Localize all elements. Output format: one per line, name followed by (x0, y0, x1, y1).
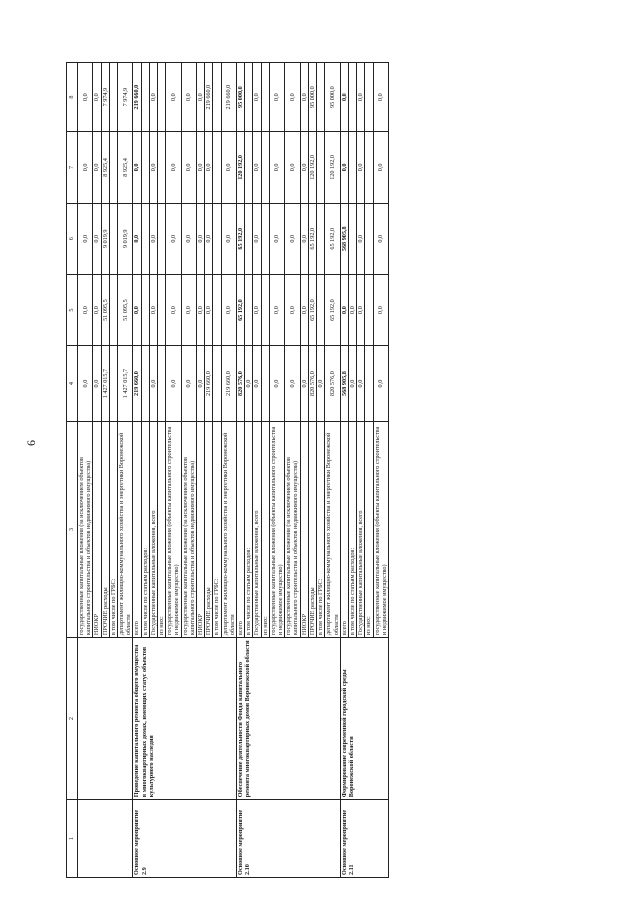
amount-cell: 0,0 (93, 63, 101, 132)
amount-cell (317, 274, 325, 345)
amount-cell: 820 576,0 (308, 346, 316, 422)
amount-cell: 8 925,4 (118, 132, 133, 203)
amount-cell: 0,0 (93, 132, 101, 203)
amount-cell (158, 346, 166, 422)
amount-cell (317, 63, 325, 132)
amount-cell: 0,0 (78, 346, 93, 422)
amount-cell (261, 203, 269, 274)
activity-title (78, 638, 133, 800)
expense-label: НИОКР (300, 421, 308, 637)
amount-cell: 51 095,5 (118, 274, 133, 345)
amount-cell: 0,0 (285, 132, 300, 203)
amount-cell: 1 427 015,7 (101, 346, 109, 422)
amount-cell: 0,0 (373, 63, 388, 132)
expense-label: государственные капитальные вложения (объекты капитального строительства и недвижимое имущество) (373, 421, 388, 637)
amount-cell (317, 132, 325, 203)
column-number: 3 (67, 421, 78, 637)
amount-cell: 0,0 (253, 63, 261, 132)
expense-label: Государственные капитальные вложения, всего (357, 421, 365, 637)
amount-cell (109, 274, 117, 345)
expense-label: департамент жилищно-коммунального хозяйства и энергетики Воронежской области (325, 421, 340, 637)
expense-label: всего (340, 421, 348, 637)
amount-cell: 0,0 (93, 203, 101, 274)
expense-label: ПРОЧИЕ расходы (101, 421, 109, 637)
amount-cell (365, 132, 373, 203)
amount-cell (158, 274, 166, 345)
amount-cell (158, 203, 166, 274)
amount-cell (317, 203, 325, 274)
amount-cell: 0,0 (93, 274, 101, 345)
amount-cell: 820 576,0 (237, 346, 245, 422)
amount-cell: 65 192,0 (308, 203, 316, 274)
expense-label: государственные капитальные вложения (за исключением объектов капитального строительства и объектов недвижимого имущества) (78, 421, 93, 637)
amount-cell: 0,0 (357, 132, 365, 203)
amount-cell: 0,0 (221, 203, 236, 274)
expense-label: Государственные капитальные вложения, всего (253, 421, 261, 637)
amount-cell: 0,0 (181, 63, 196, 132)
amount-cell (158, 132, 166, 203)
rotated-table-container (66, 62, 632, 878)
amount-cell (261, 63, 269, 132)
amount-cell (213, 203, 221, 274)
amount-cell: 0,0 (197, 63, 205, 132)
amount-cell: 9 019,9 (101, 203, 109, 274)
amount-cell (141, 132, 149, 203)
amount-cell: 219 660,0 (133, 63, 141, 132)
amount-cell: 0,0 (149, 63, 157, 132)
activity-title: Проведение капитального ремонта общего имущества в многоквартирных домах, имеющих статус объектов культурного наследия (133, 638, 237, 800)
amount-cell: 0,0 (285, 63, 300, 132)
amount-cell (109, 346, 117, 422)
amount-cell: 0,0 (285, 346, 300, 422)
amount-cell (245, 203, 253, 274)
expense-label: из них: (365, 421, 373, 637)
amount-cell: 0,0 (300, 203, 308, 274)
amount-cell: 0,0 (93, 346, 101, 422)
amount-cell: 0,0 (253, 132, 261, 203)
amount-cell: 0,0 (357, 274, 365, 345)
amount-cell: 0,0 (197, 274, 205, 345)
amount-cell (261, 274, 269, 345)
amount-cell: 219 660,0 (205, 63, 213, 132)
amount-cell: 219 660,0 (133, 346, 141, 422)
amount-cell: 0,0 (357, 63, 365, 132)
activity-code: Основное мероприятие 2.9 (133, 800, 237, 878)
amount-cell (109, 203, 117, 274)
amount-cell: 0,0 (166, 203, 181, 274)
expense-label: в том числе по ГРБС: (109, 421, 117, 637)
amount-cell: 0,0 (357, 346, 365, 422)
amount-cell: 0,0 (181, 203, 196, 274)
amount-cell (348, 203, 356, 274)
table-row (133, 63, 141, 878)
amount-cell (213, 132, 221, 203)
budget-table (66, 62, 389, 878)
amount-cell (365, 63, 373, 132)
amount-cell: 1 427 015,7 (118, 346, 133, 422)
amount-cell (213, 346, 221, 422)
expense-label: НИОКР (93, 421, 101, 637)
expense-label: всего (237, 421, 245, 637)
amount-cell: 219 660,0 (221, 63, 236, 132)
amount-cell: 219 660,0 (221, 346, 236, 422)
activity-code (78, 800, 133, 878)
amount-cell: 0,0 (373, 274, 388, 345)
amount-cell: 65 192,0 (237, 203, 245, 274)
amount-cell: 95 000,0 (308, 63, 316, 132)
amount-cell: 65 192,0 (325, 274, 340, 345)
amount-cell: 0,0 (166, 132, 181, 203)
amount-cell: 0,0 (373, 203, 388, 274)
amount-cell: 0,0 (133, 203, 141, 274)
amount-cell: 0,0 (133, 274, 141, 345)
expense-label: в том числе по статьям расходов: (348, 421, 356, 637)
amount-cell: 0,0 (348, 274, 356, 345)
amount-cell: 0,0 (373, 346, 388, 422)
amount-cell: 65 192,0 (237, 274, 245, 345)
amount-cell: 0,0 (197, 132, 205, 203)
amount-cell: 0,0 (205, 274, 213, 345)
column-number: 5 (67, 274, 78, 345)
amount-cell: 95 000,0 (237, 63, 245, 132)
amount-cell (245, 132, 253, 203)
amount-cell: 51 095,5 (101, 274, 109, 345)
amount-cell: 0,0 (149, 132, 157, 203)
amount-cell: 9 019,9 (118, 203, 133, 274)
activity-title: Формирование современной городской среды Воронежской области (340, 638, 388, 800)
amount-cell: 0,0 (221, 132, 236, 203)
amount-cell: 0,0 (373, 132, 388, 203)
amount-cell: 0,0 (197, 203, 205, 274)
amount-cell (141, 203, 149, 274)
activity-title: Обеспечение деятельности Фонда капитального ремонта многоквартирных домов Воронежской области (237, 638, 341, 800)
expense-label: в том числе по статьям расходов: (141, 421, 149, 637)
amount-cell: 0,0 (197, 346, 205, 422)
amount-cell: 0,0 (269, 63, 284, 132)
expense-label: ПРОЧИЕ расходы (205, 421, 213, 637)
amount-cell: 0,0 (340, 63, 348, 132)
expense-label: ПРОЧИЕ расходы (308, 421, 316, 637)
column-number: 7 (67, 132, 78, 203)
amount-cell: 0,0 (166, 346, 181, 422)
amount-cell: 95 000,0 (325, 63, 340, 132)
column-number-row (67, 63, 78, 878)
expense-label: департамент жилищно-коммунального хозяйства и энергетики Воронежской области (118, 421, 133, 637)
amount-cell: 0,0 (300, 274, 308, 345)
amount-cell: 0,0 (300, 132, 308, 203)
amount-cell: 0,0 (340, 132, 348, 203)
amount-cell: 7 974,9 (118, 63, 133, 132)
amount-cell: 0,0 (205, 132, 213, 203)
amount-cell (141, 274, 149, 345)
amount-cell (261, 132, 269, 203)
amount-cell: 0,0 (181, 346, 196, 422)
amount-cell: 0,0 (78, 274, 93, 345)
amount-cell (348, 132, 356, 203)
amount-cell: 0,0 (181, 132, 196, 203)
amount-cell (141, 63, 149, 132)
amount-cell: 0,0 (269, 346, 284, 422)
amount-cell (213, 274, 221, 345)
amount-cell: 7 974,9 (101, 63, 109, 132)
amount-cell: 820 576,0 (325, 346, 340, 422)
amount-cell (261, 346, 269, 422)
expense-label: из них: (158, 421, 166, 637)
amount-cell (365, 203, 373, 274)
expense-label: в том числе по ГРБС: (317, 421, 325, 637)
amount-cell (245, 274, 253, 345)
amount-cell: 0,0 (269, 132, 284, 203)
amount-cell: 0,0 (166, 63, 181, 132)
amount-cell: 0,0 (253, 346, 261, 422)
amount-cell: 0,0 (78, 63, 93, 132)
column-number: 6 (67, 203, 78, 274)
amount-cell: 0,0 (149, 203, 157, 274)
expense-label: из них: (261, 421, 269, 637)
amount-cell: 0,0 (149, 346, 157, 422)
column-number: 4 (67, 346, 78, 422)
expense-label: в том числе по ГРБС: (213, 421, 221, 637)
amount-cell: 219 660,0 (205, 346, 213, 422)
amount-cell: 0,0 (285, 203, 300, 274)
amount-cell: 0,0 (300, 346, 308, 422)
table-row (237, 63, 245, 878)
amount-cell: 0,0 (181, 274, 196, 345)
amount-cell: 65 192,0 (308, 274, 316, 345)
amount-cell: 0,0 (340, 274, 348, 345)
expense-label: всего (133, 421, 141, 637)
expense-label: государственные капитальные вложения (за исключением объектов капитального строительства и объектов недвижимого имущества) (181, 421, 196, 637)
amount-cell: 0,0 (205, 203, 213, 274)
expense-label: Государственные капитальные вложения, всего (149, 421, 157, 637)
amount-cell (158, 63, 166, 132)
activity-code: Основное мероприятие 2.11 (340, 800, 388, 878)
activity-code: Основное мероприятие 2.10 (237, 800, 341, 878)
amount-cell: 0,0 (300, 63, 308, 132)
amount-cell: 120 192,0 (237, 132, 245, 203)
amount-cell: 65 192,0 (325, 203, 340, 274)
amount-cell (109, 132, 117, 203)
amount-cell (365, 346, 373, 422)
amount-cell: 568 905,8 (340, 203, 348, 274)
amount-cell: 0,0 (285, 274, 300, 345)
expense-label: государственные капитальные вложения (объекты капитального строительства и недвижимое имущество) (166, 421, 181, 637)
amount-cell: 0,0 (149, 274, 157, 345)
column-number: 1 (67, 800, 78, 878)
amount-cell: 8 925,4 (101, 132, 109, 203)
column-number: 8 (67, 63, 78, 132)
amount-cell (141, 346, 149, 422)
amount-cell: 0,0 (78, 203, 93, 274)
amount-cell (213, 63, 221, 132)
amount-cell: 0,0 (78, 132, 93, 203)
page-number: 6 (24, 440, 38, 446)
amount-cell: 0,0 (357, 203, 365, 274)
expense-label: государственные капитальные вложения (объекты капитального строительства и недвижимое имущество) (269, 421, 284, 637)
amount-cell: 0,0 (166, 274, 181, 345)
amount-cell: 0,0 (245, 346, 253, 422)
amount-cell: 0,0 (133, 132, 141, 203)
amount-cell: 568 905,8 (340, 346, 348, 422)
table-row (340, 63, 348, 878)
amount-cell: 120 192,0 (308, 132, 316, 203)
amount-cell: 120 192,0 (325, 132, 340, 203)
amount-cell (109, 63, 117, 132)
amount-cell: 0,0 (317, 346, 325, 422)
amount-cell: 0,0 (253, 274, 261, 345)
expense-label: НИОКР (197, 421, 205, 637)
amount-cell: 0,0 (221, 274, 236, 345)
column-number: 2 (67, 638, 78, 800)
amount-cell (365, 274, 373, 345)
amount-cell (348, 63, 356, 132)
expense-label: в том числе по статьям расходов: (245, 421, 253, 637)
amount-cell: 0,0 (253, 203, 261, 274)
expense-label: департамент жилищно-коммунального хозяйства и энергетики Воронежской области (221, 421, 236, 637)
amount-cell: 0,0 (348, 346, 356, 422)
amount-cell: 0,0 (269, 203, 284, 274)
amount-cell: 0,0 (269, 274, 284, 345)
expense-label: государственные капитальные вложения (за исключением объектов капитального строительства и объектов недвижимого имущества) (285, 421, 300, 637)
table-row (78, 63, 93, 878)
amount-cell (245, 63, 253, 132)
